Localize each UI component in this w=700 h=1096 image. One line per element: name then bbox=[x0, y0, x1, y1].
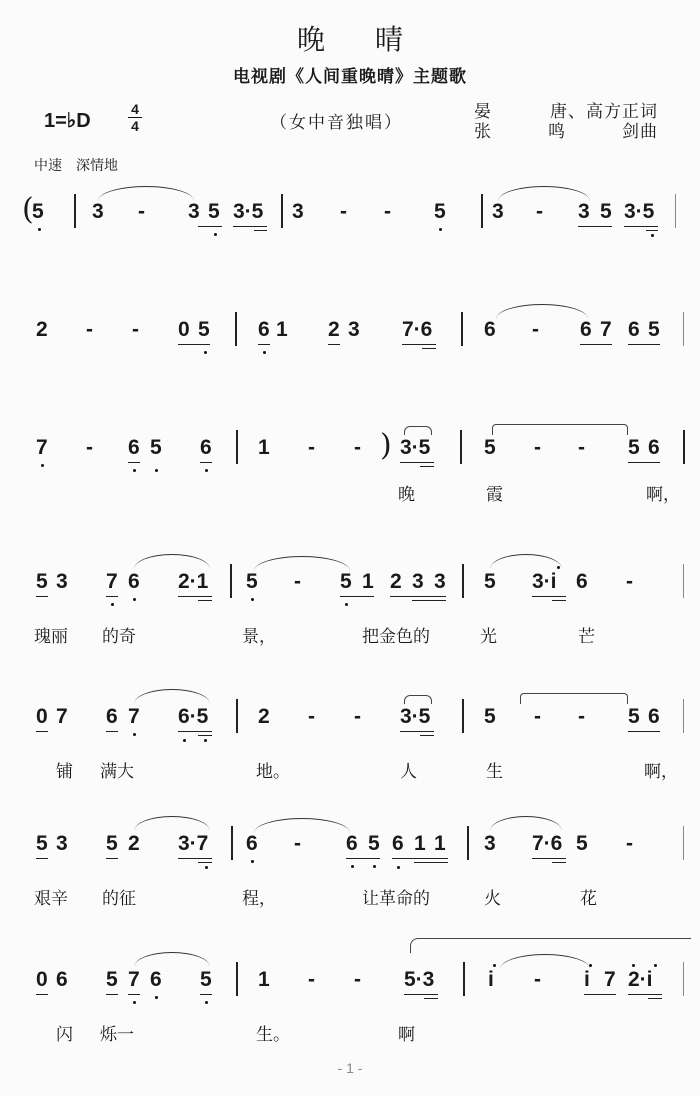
note: - bbox=[384, 200, 391, 223]
voice-type: （女中音独唱） bbox=[270, 113, 403, 133]
lyric: 火 bbox=[484, 889, 501, 909]
slur bbox=[404, 426, 432, 435]
note: - bbox=[626, 832, 633, 855]
note: 6 bbox=[106, 705, 118, 728]
lyric: 啊， bbox=[646, 485, 680, 505]
note: - bbox=[308, 968, 315, 991]
note: - bbox=[534, 705, 541, 728]
score-row-4 bbox=[0, 570, 700, 650]
note: 2 bbox=[390, 570, 402, 593]
note: i bbox=[488, 968, 494, 991]
note: 3 bbox=[484, 832, 496, 855]
note: 3 bbox=[578, 200, 590, 223]
lyric: 满大 bbox=[100, 762, 134, 782]
note: - bbox=[532, 318, 539, 341]
phrase-line bbox=[410, 938, 691, 953]
note: - bbox=[536, 200, 543, 223]
slur bbox=[490, 554, 562, 569]
note: 5 bbox=[200, 968, 212, 991]
note: 1 bbox=[258, 436, 270, 459]
note: 6 bbox=[580, 318, 592, 341]
note: - bbox=[308, 436, 315, 459]
lyric: 啊， bbox=[644, 762, 678, 782]
tempo-marking: 中速 深情地 bbox=[34, 158, 118, 174]
note: 7 bbox=[128, 968, 140, 991]
lyric: 把金色的 bbox=[362, 627, 430, 647]
lyricist-credit: 晏 唐、高方正词 bbox=[474, 102, 658, 122]
note: 3 bbox=[56, 570, 68, 593]
lyric: 人 bbox=[400, 762, 417, 782]
score-row-6 bbox=[0, 832, 700, 912]
note: 3·7 bbox=[178, 832, 209, 855]
note: - bbox=[354, 436, 361, 459]
slur bbox=[404, 695, 432, 704]
lyric: 程， bbox=[242, 889, 276, 909]
lyric: 铺 bbox=[56, 762, 73, 782]
note: 5 bbox=[246, 570, 258, 593]
note: 5 bbox=[32, 200, 44, 223]
song-subtitle: 电视剧《人间重晚晴》主题歌 bbox=[233, 67, 467, 87]
note: - bbox=[138, 200, 145, 223]
note: i bbox=[584, 968, 590, 991]
note: 3 bbox=[492, 200, 504, 223]
note: 1 bbox=[362, 570, 374, 593]
note: 7 bbox=[600, 318, 612, 341]
slur bbox=[500, 954, 590, 969]
note: 7 bbox=[604, 968, 616, 991]
note: 5 bbox=[484, 705, 496, 728]
note: - bbox=[354, 968, 361, 991]
lyric: 景， bbox=[242, 627, 276, 647]
note: 2 bbox=[36, 318, 48, 341]
lyric: 芒 bbox=[578, 627, 595, 647]
lyric: 生 bbox=[486, 762, 503, 782]
note: 5 bbox=[340, 570, 352, 593]
note: 5 bbox=[434, 200, 446, 223]
lyric: 闪 bbox=[56, 1025, 73, 1045]
slur bbox=[134, 554, 210, 569]
score-row-1 bbox=[0, 192, 700, 280]
time-signature: 4 4 bbox=[128, 101, 142, 134]
note: - bbox=[294, 832, 301, 855]
lyric: 霞 bbox=[486, 485, 503, 505]
note: 3 bbox=[412, 570, 424, 593]
note: - bbox=[132, 318, 139, 341]
note: 5 bbox=[576, 832, 588, 855]
note: 5 bbox=[628, 705, 640, 728]
note: 1 bbox=[414, 832, 426, 855]
note: 3 bbox=[188, 200, 200, 223]
note: 6 bbox=[576, 570, 588, 593]
note: 5 bbox=[368, 832, 380, 855]
note: 3 bbox=[56, 832, 68, 855]
slur bbox=[490, 816, 562, 831]
note: 7·6 bbox=[532, 832, 563, 855]
note: 5 bbox=[36, 570, 48, 593]
slur bbox=[134, 952, 210, 967]
note: 6 bbox=[648, 705, 660, 728]
note: 5 bbox=[36, 832, 48, 855]
note: 7 bbox=[128, 705, 140, 728]
note: 5 bbox=[198, 318, 210, 341]
composer-credit: 张 鸣 剑曲 bbox=[474, 122, 658, 142]
note: - bbox=[86, 318, 93, 341]
note: 3 bbox=[348, 318, 360, 341]
score-row-2 bbox=[0, 318, 700, 398]
note: 0 bbox=[36, 968, 48, 991]
note: 6 bbox=[648, 436, 660, 459]
note: 2·i bbox=[628, 968, 653, 991]
close-paren: ) bbox=[380, 428, 392, 463]
slur bbox=[134, 816, 210, 831]
note: 5 bbox=[106, 832, 118, 855]
note: 6 bbox=[200, 436, 212, 459]
note: 6 bbox=[56, 968, 68, 991]
note: 5 bbox=[484, 436, 496, 459]
note: 3 bbox=[92, 200, 104, 223]
note: 3·5 bbox=[400, 436, 431, 459]
slur bbox=[134, 689, 210, 704]
lyric: 烁一 bbox=[100, 1025, 134, 1045]
note: 6 bbox=[484, 318, 496, 341]
note: 5 bbox=[648, 318, 660, 341]
slur bbox=[496, 304, 588, 319]
lyric: 晚 bbox=[398, 485, 415, 505]
note: 6 bbox=[128, 436, 140, 459]
lyric: 艰辛 bbox=[34, 889, 68, 909]
note: 6 bbox=[150, 968, 162, 991]
score-row-7 bbox=[0, 968, 700, 1048]
score-row-3 bbox=[0, 428, 700, 516]
note: 7 bbox=[106, 570, 118, 593]
note: 0 bbox=[36, 705, 48, 728]
credits bbox=[474, 102, 658, 142]
note: 6 bbox=[246, 832, 258, 855]
lyric: 地。 bbox=[256, 762, 290, 782]
lyric: 的奇 bbox=[102, 627, 136, 647]
slur bbox=[498, 186, 590, 201]
slur bbox=[492, 424, 628, 435]
note: 2 bbox=[258, 705, 270, 728]
note: 7·6 bbox=[402, 318, 433, 341]
song-title: 晚晴 bbox=[296, 23, 453, 56]
lyric: 生。 bbox=[256, 1025, 290, 1045]
note: 2·1 bbox=[178, 570, 209, 593]
note: 5 bbox=[150, 436, 162, 459]
note: 0 bbox=[178, 318, 190, 341]
note: 3·i bbox=[532, 570, 557, 593]
note: 1 bbox=[258, 968, 270, 991]
note: 5 bbox=[484, 570, 496, 593]
open-paren: ( bbox=[22, 192, 34, 227]
slur bbox=[520, 693, 628, 704]
note: 3 bbox=[434, 570, 446, 593]
note: 6·5 bbox=[178, 705, 209, 728]
note: 1 bbox=[434, 832, 446, 855]
note: 6 bbox=[628, 318, 640, 341]
note: 5·3 bbox=[404, 968, 435, 991]
note: 6 bbox=[392, 832, 404, 855]
note: 3·5 bbox=[624, 200, 655, 223]
lyric: 瑰丽 bbox=[34, 627, 68, 647]
note: 5 bbox=[208, 200, 220, 223]
note: - bbox=[294, 570, 301, 593]
note: 6 bbox=[128, 570, 140, 593]
note: 7 bbox=[56, 705, 68, 728]
note: - bbox=[626, 570, 633, 593]
note: 7 bbox=[36, 436, 48, 459]
slur bbox=[254, 818, 350, 833]
note: 3 bbox=[292, 200, 304, 223]
note: - bbox=[308, 705, 315, 728]
slur bbox=[98, 186, 194, 201]
note: - bbox=[578, 436, 585, 459]
note: - bbox=[534, 968, 541, 991]
note: - bbox=[340, 200, 347, 223]
page-number: - 1 - bbox=[337, 1060, 363, 1076]
note: 2 bbox=[128, 832, 140, 855]
note: - bbox=[534, 436, 541, 459]
note: 6 bbox=[346, 832, 358, 855]
lyric: 的征 bbox=[102, 889, 136, 909]
note: 5 bbox=[106, 968, 118, 991]
lyric: 啊 bbox=[398, 1025, 415, 1045]
score-row-5 bbox=[0, 705, 700, 785]
note: 3·5 bbox=[233, 200, 264, 223]
key-signature: 1=♭D bbox=[44, 110, 91, 132]
note: 6 bbox=[258, 318, 270, 341]
note: - bbox=[578, 705, 585, 728]
note: 5 bbox=[600, 200, 612, 223]
note: 1 bbox=[276, 318, 288, 341]
note: 2 bbox=[328, 318, 340, 341]
note: 3·5 bbox=[400, 705, 431, 728]
slur bbox=[254, 556, 350, 571]
note: - bbox=[86, 436, 93, 459]
lyric: 花 bbox=[580, 889, 597, 909]
note: - bbox=[354, 705, 361, 728]
lyric: 光 bbox=[480, 627, 497, 647]
lyric: 让革命的 bbox=[362, 889, 430, 909]
note: 5 bbox=[628, 436, 640, 459]
